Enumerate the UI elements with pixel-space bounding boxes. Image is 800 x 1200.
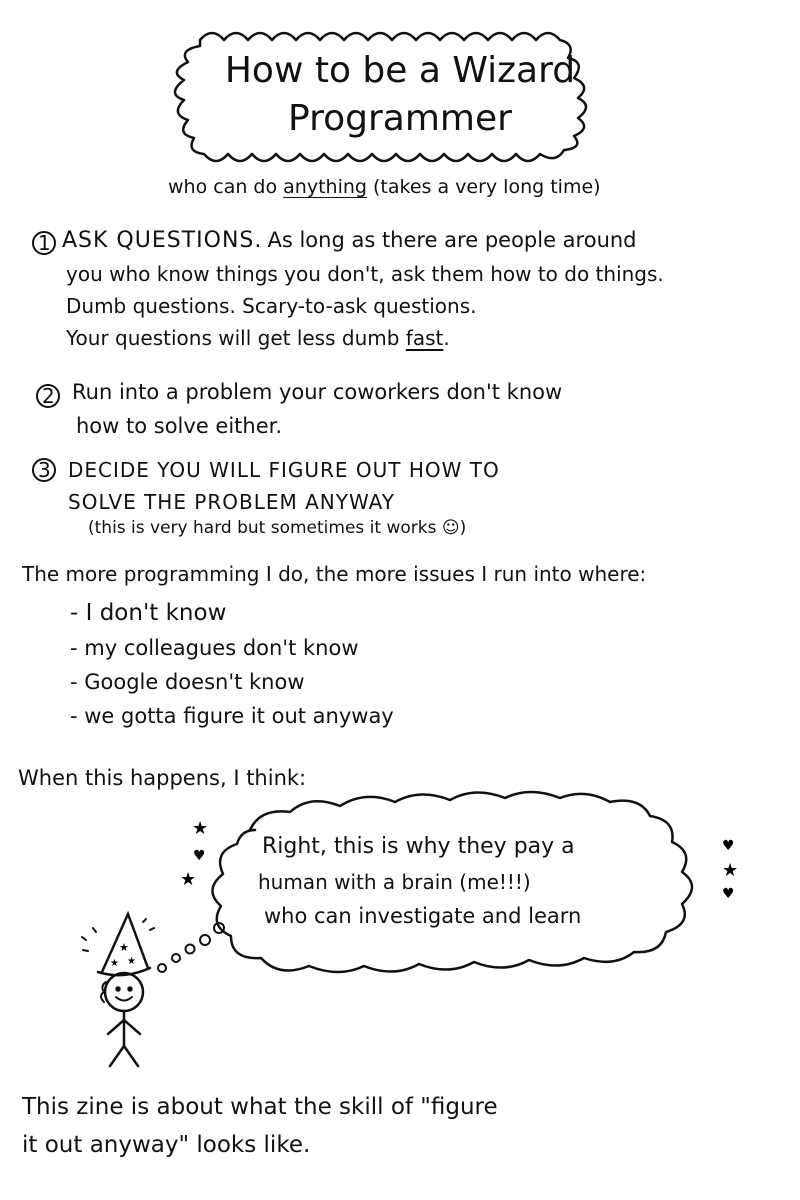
step-1-line-4 [66, 326, 450, 350]
heart-icon: ♥ [722, 838, 735, 854]
step-1-heading: ASK QUESTIONS. [62, 228, 263, 253]
title-line-2: Programmer [288, 98, 512, 139]
star-icon: ★ [192, 818, 209, 839]
thought-dot [158, 964, 166, 972]
step-1-end: . [443, 326, 450, 350]
star-icon: ★ [722, 860, 739, 881]
bubble-line-1: Right, this is why they pay a [262, 834, 575, 859]
thought-dot [172, 954, 180, 962]
wizard-figure-icon [82, 914, 154, 1066]
step-2-line-1: Run into a problem your coworkers don't know [72, 380, 563, 404]
star-icon: ★ [180, 869, 197, 890]
closing-line-2: it out anyway" looks like. [22, 1132, 311, 1158]
heart-icon: ♥ [193, 848, 206, 864]
step-1-line-2: you who know things you don't, ask them how to do things. [66, 262, 664, 286]
step-1-emph: fast [405, 326, 444, 350]
list-item: - Google doesn't know [70, 670, 305, 694]
subtitle-emph-any: any [283, 176, 319, 198]
subtitle-after: (takes a very long time) [366, 176, 601, 198]
step-3-line-1: DECIDE YOU WILL FIGURE OUT HOW TO [68, 458, 500, 482]
step-3-line-2: SOLVE THE PROBLEM ANYWAY [68, 490, 396, 514]
hat-star-icon: ★ [119, 941, 129, 954]
list-item: - my colleagues don't know [70, 636, 359, 660]
step-1-first-line [62, 228, 637, 253]
subtitle-before: who can do [168, 176, 284, 198]
step-3-note: (this is very hard but sometimes it works ☺) [88, 518, 467, 538]
bubble-line-2: human with a brain (me!!!) [258, 870, 531, 894]
step-1-line-3: Dumb questions. Scary-to-ask questions. [66, 294, 477, 318]
title-line-1: How to be a Wizard [224, 50, 576, 91]
step-2-line-2: how to solve either. [76, 414, 283, 438]
step-1-line-1: As long as there are people around [267, 228, 637, 252]
thought-dot [186, 945, 195, 954]
when-text: When this happens, I think: [18, 766, 307, 790]
closing-line-1: This zine is about what the skill of "figure [22, 1094, 498, 1120]
step-3-number: 3 [38, 458, 51, 482]
step-1-number: 1 [38, 231, 51, 255]
thought-dot [200, 935, 210, 945]
list-item: - I don't know [70, 600, 227, 626]
intro-text: The more programming I do, the more issues I run into where: [22, 562, 647, 586]
step-2-number: 2 [42, 384, 55, 408]
bubble-line-3: who can investigate and learn [264, 904, 582, 928]
hat-star-icon: ★ [127, 956, 136, 967]
heart-icon: ♥ [722, 886, 735, 902]
subtitle [168, 176, 601, 198]
subtitle-emph-thing: thing [318, 176, 367, 198]
step-1-line-4-text: Your questions will get less dumb [66, 326, 406, 350]
list-item: - we gotta figure it out anyway [70, 704, 394, 728]
hat-star-icon: ★ [110, 958, 119, 969]
